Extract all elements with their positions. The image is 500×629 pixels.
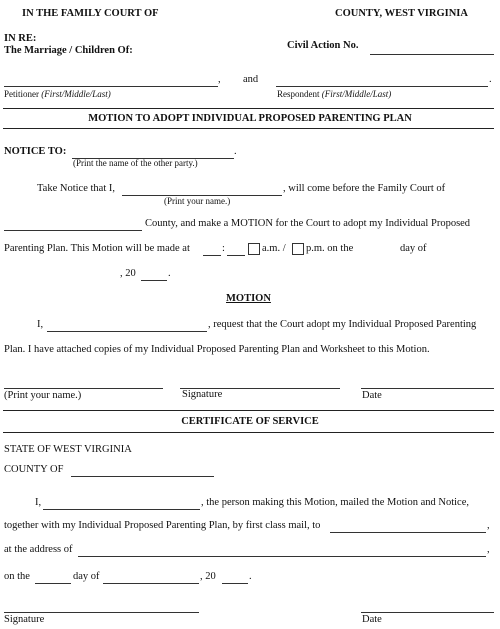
motion-date-label: Date bbox=[362, 390, 382, 401]
cert-day-input[interactable] bbox=[35, 572, 71, 584]
request-text: , request that the Court adopt my Individual Proposed Parenting bbox=[208, 319, 477, 330]
title-rule-bottom bbox=[3, 128, 494, 129]
address-text: at the address of bbox=[4, 544, 73, 555]
cert-year-prefix: , 20 bbox=[200, 571, 216, 582]
day-input[interactable] bbox=[365, 244, 398, 255]
person-text: , the person making this Motion, mailed the Motion and Notice, bbox=[201, 497, 470, 508]
respondent-caption: Respondent (First/Middle/Last) bbox=[277, 89, 392, 99]
cert-date-line[interactable] bbox=[361, 612, 494, 613]
marriage-children-label: The Marriage / Children Of: bbox=[4, 45, 133, 56]
cert-year-suffix: . bbox=[249, 571, 252, 582]
notice-county-input[interactable] bbox=[4, 219, 142, 231]
in-re-label: IN RE: bbox=[4, 33, 37, 44]
motion-print-name-line[interactable] bbox=[4, 388, 163, 389]
cert-date-label: Date bbox=[362, 614, 382, 625]
together-text: together with my Individual Proposed Parenting Plan, by first class mail, to bbox=[4, 520, 321, 531]
motion-name-input[interactable] bbox=[47, 320, 207, 332]
address-comma: , bbox=[487, 544, 490, 555]
cert-day-of-label: day of bbox=[73, 571, 100, 582]
attached-text: Plan. I have attached copies of my Individual Proposed Parenting Plan and Worksheet to this Motion. bbox=[4, 344, 430, 355]
respondent-input[interactable] bbox=[276, 75, 488, 87]
cert-name-input[interactable] bbox=[43, 498, 200, 510]
year-input[interactable] bbox=[141, 269, 167, 281]
and-label: and bbox=[243, 74, 259, 85]
will-come-text: , will come before the Family Court of bbox=[283, 183, 446, 194]
hour-input[interactable] bbox=[203, 244, 221, 256]
certificate-rule-top bbox=[3, 410, 494, 411]
pm-checkbox[interactable] bbox=[292, 243, 304, 255]
cert-i-label: I, bbox=[35, 497, 42, 508]
time-colon: : bbox=[222, 243, 225, 254]
motion-title: MOTION TO ADOPT INDIVIDUAL PROPOSED PARENTING PLAN bbox=[88, 113, 412, 124]
certificate-rule-bottom bbox=[3, 432, 494, 433]
civil-action-label: Civil Action No. bbox=[287, 40, 359, 51]
county-text: County, and make a MOTION for the Court to adopt my Individual Proposed bbox=[145, 218, 471, 229]
petitioner-caption: Petitioner (First/Middle/Last) bbox=[4, 89, 111, 99]
minute-input[interactable] bbox=[227, 244, 245, 256]
certificate-heading: CERTIFICATE OF SERVICE bbox=[181, 416, 319, 427]
year-prefix: , 20 bbox=[120, 268, 136, 279]
notice-period: . bbox=[234, 146, 237, 157]
cert-month-input[interactable] bbox=[103, 572, 199, 584]
cert-signature-line[interactable] bbox=[4, 612, 199, 613]
cert-county-input[interactable] bbox=[71, 465, 214, 477]
title-rule-top bbox=[3, 108, 494, 109]
motion-signature-label: Signature bbox=[182, 389, 223, 400]
recipient-comma: , bbox=[487, 520, 490, 531]
motion-i-label: I, bbox=[37, 319, 44, 330]
respondent-period: . bbox=[489, 74, 492, 85]
plan-text: Parenting Plan. This Motion will be made at bbox=[4, 243, 190, 254]
other-party-hint: (Print the name of the other party.) bbox=[73, 158, 198, 168]
print-name-hint: (Print your name.) bbox=[164, 196, 231, 206]
recipient-input[interactable] bbox=[330, 521, 486, 533]
county-of-label: COUNTY OF bbox=[4, 464, 64, 475]
day-of-label: day of bbox=[400, 243, 427, 254]
am-checkbox[interactable] bbox=[248, 243, 260, 255]
pm-label: p.m. on the bbox=[306, 243, 354, 254]
motion-heading: MOTION bbox=[226, 293, 271, 304]
court-county-input[interactable] bbox=[175, 9, 325, 20]
cert-year-input[interactable] bbox=[222, 572, 248, 584]
civil-action-input[interactable] bbox=[370, 43, 494, 55]
petitioner-input[interactable] bbox=[4, 75, 218, 87]
cert-on-the-label: on the bbox=[4, 571, 30, 582]
petitioner-comma: , bbox=[218, 74, 221, 85]
take-notice-text: Take Notice that I, bbox=[37, 183, 115, 194]
year-suffix: . bbox=[168, 268, 171, 279]
state-label: STATE OF WEST VIRGINIA bbox=[4, 444, 132, 455]
motion-date-line[interactable] bbox=[361, 388, 494, 389]
month-input[interactable] bbox=[4, 269, 119, 280]
address-input[interactable] bbox=[78, 545, 486, 557]
notice-name-input[interactable] bbox=[122, 184, 282, 196]
court-label-left: IN THE FAMILY COURT OF bbox=[22, 8, 159, 19]
motion-print-name-label: (Print your name.) bbox=[4, 390, 82, 401]
cert-signature-label: Signature bbox=[4, 614, 45, 625]
court-label-right: COUNTY, WEST VIRGINIA bbox=[335, 8, 468, 19]
am-label: a.m. / bbox=[262, 243, 286, 254]
notice-to-label: NOTICE TO: bbox=[4, 146, 67, 157]
